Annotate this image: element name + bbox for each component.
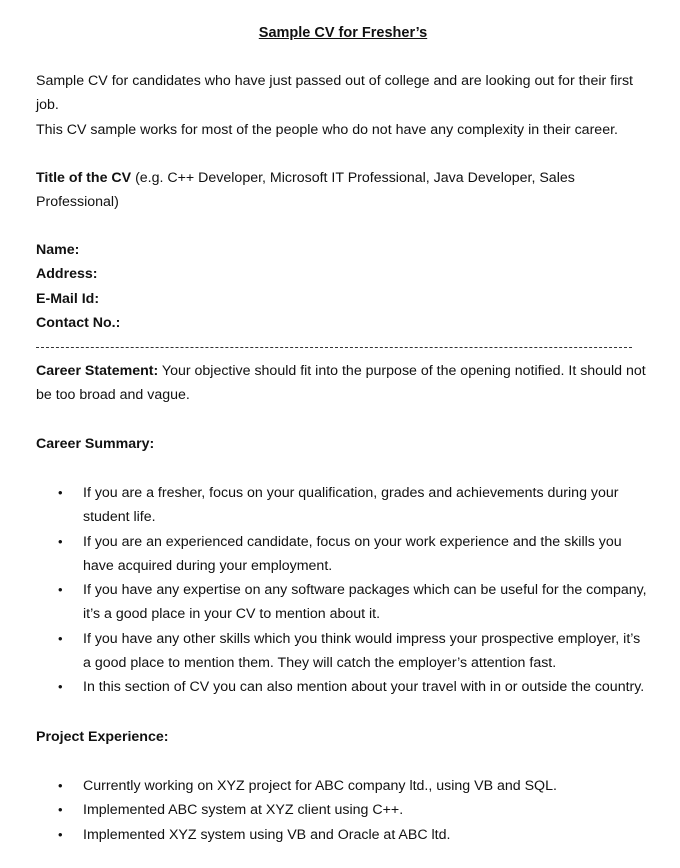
list-item-text: Implemented XYZ system using VB and Oracle at ABC ltd.	[83, 826, 451, 843]
career-summary-section	[36, 481, 650, 700]
list-item-text: If you have any other skills which you think would impress your prospective employer, it’s a good place to mention them. They will catch the employer’s attention fast.	[83, 630, 641, 672]
career-statement-label: Career Statement:	[36, 363, 159, 379]
cv-title-section	[36, 166, 658, 215]
cv-title-line	[36, 166, 658, 215]
bullet-icon: •	[58, 533, 63, 549]
contact-number-field-label: Contact No.:	[36, 314, 121, 331]
bullet-icon: •	[58, 679, 63, 695]
list-item-text: Currently working on XYZ project for ABC company ltd., using VB and SQL.	[83, 778, 557, 794]
career-statement-text: Your objective should fit into the purpose of the opening notified. It should not be too broad and vague.	[36, 363, 646, 404]
list-item	[36, 578, 650, 627]
bullet-icon: •	[58, 630, 63, 646]
list-item	[36, 774, 658, 798]
bullet-icon: •	[58, 778, 63, 793]
list-item	[36, 798, 658, 822]
list-item-text: In this section of CV you can also mention about your travel with in or outside the country.	[83, 679, 645, 696]
list-item	[36, 823, 658, 847]
email-field-label: E-Mail Id:	[36, 290, 100, 307]
list-item-text: If you are an experienced candidate, focus on your work experience and the skills you have acquired during your employment.	[83, 533, 622, 574]
list-item	[36, 675, 650, 699]
contact-section	[36, 238, 658, 335]
career-statement-section	[36, 359, 658, 408]
list-item	[36, 627, 650, 676]
career-statement-line	[36, 359, 658, 408]
list-item-text: If you have any expertise on any software packages which can be useful for the company, it’s a good place in your CV to mention about it.	[83, 582, 647, 623]
address-field-label: Address:	[36, 266, 98, 283]
name-field-label: Name:	[36, 242, 80, 258]
list-item-text: Implemented ABC system at XYZ client using C++.	[83, 802, 404, 819]
intro-paragraph-2: This CV sample works for most of the people who do not have any complexity in their career.	[36, 121, 618, 138]
project-experience-heading-block	[36, 725, 658, 749]
bullet-icon: •	[58, 582, 63, 598]
cv-title-label: Title of the CV	[36, 170, 132, 186]
list-item-text: If you are a fresher, focus on your qualification, grades and achievements during your student life.	[83, 485, 619, 526]
project-experience-heading: Project Experience:	[36, 729, 169, 745]
cv-title-examples: (e.g. C++ Developer, Microsoft IT Professional, Java Developer, Sales Professional)	[36, 170, 575, 211]
bullet-icon: •	[58, 802, 63, 818]
career-summary-heading-block	[36, 432, 658, 456]
career-summary-list	[36, 481, 650, 700]
project-experience-list	[36, 774, 658, 847]
intro-section	[36, 69, 658, 142]
bullet-icon: •	[58, 826, 63, 842]
list-item	[36, 481, 650, 530]
career-summary-heading: Career Summary:	[36, 436, 155, 452]
section-divider	[36, 347, 632, 348]
list-item	[36, 530, 650, 579]
page-title: Sample CV for Fresher’s	[258, 25, 428, 41]
project-experience-section	[36, 774, 658, 847]
intro-paragraph-1: Sample CV for candidates who have just passed out of college and are looking out for their first job.	[36, 73, 634, 114]
bullet-icon: •	[58, 485, 63, 500]
